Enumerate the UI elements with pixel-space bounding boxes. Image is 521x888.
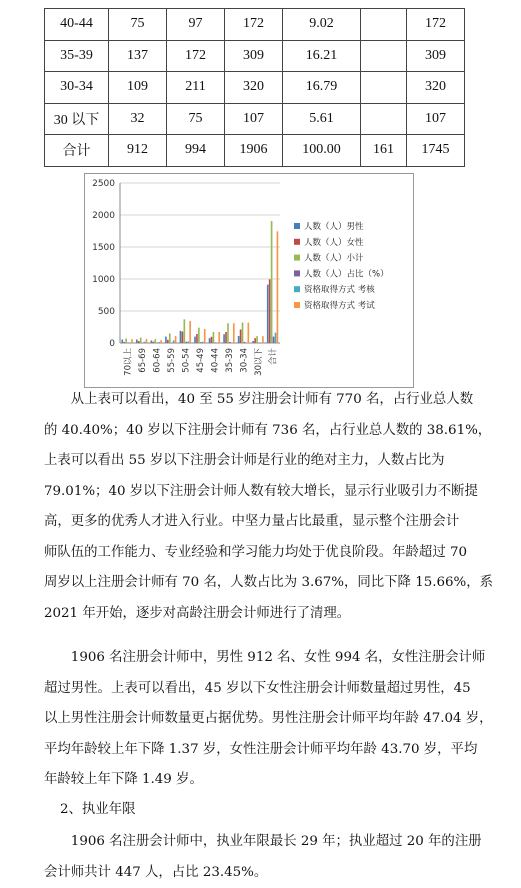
table-cell: 161 [361,135,407,167]
bar [262,336,264,343]
bar [171,342,173,343]
chart-svg [84,173,414,388]
legend-swatch [294,239,300,245]
bar [211,337,213,343]
table-cell [361,72,407,104]
table-cell: 211 [167,72,225,104]
table-cell: 35-39 [45,40,109,72]
x-tick-label: 60-64 [152,348,162,373]
x-tick-label: 35-39 [225,348,235,373]
table-cell: 5.61 [283,103,361,135]
legend-label: 人数（人）小计 [304,253,364,264]
x-tick-label: 45-49 [196,348,206,373]
x-tick-label: 55-59 [167,348,177,373]
bar [223,334,225,343]
bar [125,339,127,343]
bar [140,338,142,343]
text-line: 2021 年开始，逐步对高龄注册会计师进行了清理。 [44,599,472,630]
y-tick-label: 0 [109,339,115,349]
x-tick-label: 30-34 [240,348,250,373]
table-cell: 172 [225,9,283,41]
bar [202,342,204,343]
bar [215,342,217,343]
bar [209,338,211,343]
bar [200,342,202,343]
bar [277,231,279,343]
bar [136,339,138,343]
table-cell: 9.02 [283,9,361,41]
text-line: 周岁以上注册会计师有 70 名，人数占比为 3.67%，同比下降 15.66%，系 [44,568,472,599]
bar [158,342,160,343]
bar [123,342,125,343]
bar [173,340,175,343]
text-line: 平均年龄较上年下降 1.37 岁，女性注册会计师平均年龄 43.70 岁，平均 [44,735,472,766]
table-cell: 1745 [407,135,465,167]
bar [180,331,182,343]
table-cell: 994 [167,135,225,167]
bar [121,339,123,343]
y-tick-label: 1000 [92,275,115,285]
bar [275,333,277,343]
x-tick-label: 合计 [268,348,279,366]
table-cell: 309 [407,40,465,72]
table-cell: 1906 [225,135,283,167]
table-cell [361,9,407,41]
table-cell [361,40,407,72]
bar [244,342,246,343]
table-cell: 16.21 [283,40,361,72]
bar [187,341,189,343]
table-cell: 109 [109,72,167,104]
x-tick-label: 50-54 [181,348,191,373]
table-cell: 30 以下 [45,103,109,135]
bar [129,342,131,343]
x-tick-label: 65-69 [138,348,148,373]
table-row [45,135,465,167]
legend-label: 资格取得方式 考核 [304,284,375,295]
text-line: 会计师共计 447 人，占比 23.45%。 [44,858,472,888]
table-row [45,103,465,135]
bar [185,342,187,343]
bar [242,323,244,343]
y-tick-label: 1500 [92,243,115,253]
text-line: 79.01%；40 岁以下注册会计师人数有较大增长，显示行业吸引力不断提 [44,477,472,508]
bar [218,332,220,343]
table-row [45,9,465,41]
bar [225,332,227,343]
bar [229,342,231,343]
table-cell: 75 [167,103,225,135]
bar [169,333,171,343]
table-cell: 912 [109,135,167,167]
table-cell: 97 [167,9,225,41]
text-line: 1906 名注册会计师中，执业年限最长 29 年；执业超过 20 年的注册 [44,827,472,858]
table-cell: 172 [167,40,225,72]
table-cell: 320 [225,72,283,104]
bar [271,221,273,343]
bar [175,336,177,343]
text-line: 高，更多的优秀人才进入行业。中坚力量占比最重，显示整个注册会计 [44,507,472,538]
bar [252,341,254,343]
legend-swatch [294,255,300,261]
bar [227,323,229,343]
legend-label: 人数（人）女性 [304,237,364,248]
bar [146,339,148,343]
legend-label: 人数（人）占比（%） [304,268,389,279]
table-cell: 16.79 [283,72,361,104]
x-tick-label: 40-44 [211,348,221,373]
bar [273,337,275,343]
bar [131,339,133,343]
bar [138,341,140,343]
bar [182,331,184,343]
bar [160,340,162,343]
table-cell: 137 [109,40,167,72]
table-cell: 32 [109,103,167,135]
table-cell [361,103,407,135]
bar [248,323,250,343]
legend-label: 资格取得方式 考试 [304,300,375,311]
legend-swatch [294,270,300,276]
bar [194,337,196,343]
section-heading-practice-years: 2、执业年限 [60,798,135,817]
text-line: 1906 名注册会计师中，男性 912 名、女性 994 名，女性注册会计师 [44,643,472,674]
bar [144,342,146,343]
text-line: 上表可以看出 55 岁以下注册会计师是行业的绝对主力，人数占比为 [44,446,472,477]
bar [152,342,154,343]
table-row [45,40,465,72]
y-tick-label: 2500 [92,179,115,189]
text-line: 师队伍的工作能力、专业经验和学习能力均处于优良阶段。年龄超过 70 [44,538,472,569]
bar [165,337,167,343]
bar [267,285,269,343]
paragraph-practice-years [44,827,472,888]
legend-swatch [294,286,300,292]
bar [154,339,156,343]
table-cell: 309 [225,40,283,72]
x-tick-label: 30以下 [254,348,264,376]
bar [213,332,215,343]
table-cell: 107 [407,103,465,135]
x-tick-label: 70以上 [122,348,133,376]
text-line: 超过男性。上表可以看出，45 岁以下女性注册会计师数量超过男性，45 [44,674,472,705]
table-cell: 合计 [45,135,109,167]
y-tick-label: 2000 [92,211,115,221]
age-distribution-chart [84,173,414,388]
bar [167,340,169,343]
table-cell: 100.00 [283,135,361,167]
paragraph-gender-analysis [44,643,472,796]
bar [233,323,235,343]
table-cell: 40-44 [45,9,109,41]
table-cell: 107 [225,103,283,135]
text-line: 的 40.40%；40 岁以下注册会计师有 736 名，占行业总人数的 38.61%， [44,416,472,447]
bar [238,336,240,343]
y-tick-label: 500 [98,307,115,317]
bar [151,340,153,343]
bar [189,321,191,343]
table-row [45,72,465,104]
bar [204,329,206,343]
bar [196,334,198,343]
text-line: 从上表可以看出，40 至 55 岁注册会计师有 770 名，占行业总人数 [44,385,472,416]
text-line: 以上男性注册会计师数量更占据优势。男性注册会计师平均年龄 47.04 岁， [44,704,472,735]
bar [254,338,256,343]
legend-swatch [294,302,300,308]
legend-label: 人数（人）男性 [304,221,364,232]
bar [198,328,200,343]
age-table [44,8,465,167]
bar [240,329,242,343]
bar [269,279,271,343]
bar [184,319,186,343]
table-cell: 30-34 [45,72,109,104]
legend-swatch [294,223,300,229]
table-cell: 320 [407,72,465,104]
table-cell: 75 [109,9,167,41]
text-line: 年龄较上年下降 1.49 岁。 [44,765,472,796]
bar [256,336,258,343]
paragraph-age-analysis [44,385,472,629]
table-cell: 172 [407,9,465,41]
